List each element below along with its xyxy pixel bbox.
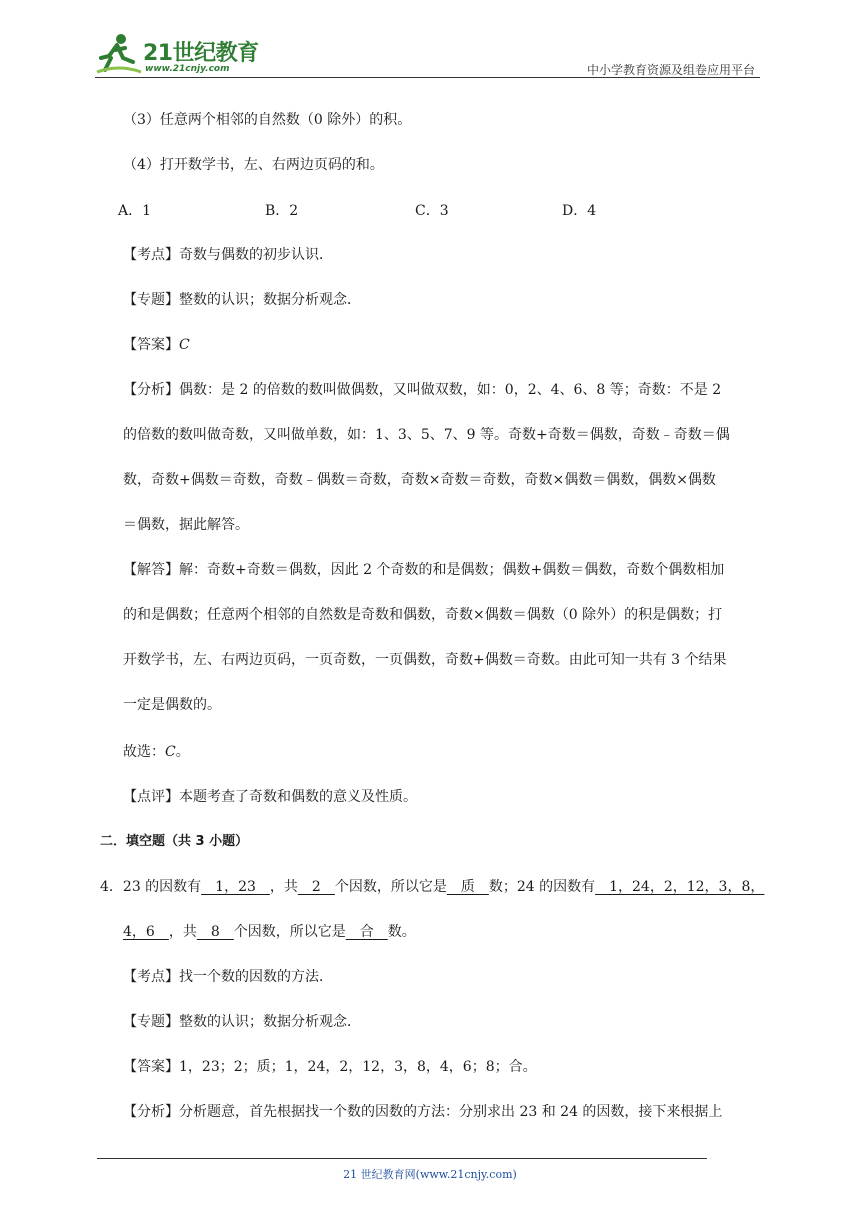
footer-text: 21 世纪教育网(www.21cnjy.com)	[343, 1168, 517, 1181]
answer-blank: 合	[345, 924, 388, 940]
q4-analysis: 【分析】分析题意，首先根据找一个数的因数的方法：分别求出 23 和 24 的因数，接下来根据上	[123, 1104, 723, 1120]
q3-zhuanti: 【专题】整数的认识；数据分析观念．	[123, 292, 361, 308]
choice-value: C	[165, 744, 176, 760]
q3-analysis-line: 数，奇数+偶数＝奇数，奇数﹣偶数＝奇数，奇数×奇数＝奇数，奇数×偶数＝偶数，偶数×偶数	[123, 472, 716, 488]
option-a: A．1	[118, 203, 152, 219]
q3-item-3: （3）任意两个相邻的自然数（0 除外）的积。	[123, 112, 412, 128]
answer-blank: 1，23	[201, 879, 270, 895]
q4-text: ，共	[269, 879, 298, 895]
answer-blank: 1，24，2，12，3，8，	[595, 879, 765, 895]
q3-item-4: （4）打开数学书，左、右两边页码的和。	[123, 157, 384, 173]
q4-kaodian: 【考点】找一个数的因数的方法．	[123, 969, 333, 985]
option-b: B．2	[265, 203, 299, 219]
q3-analysis-line: ＝偶数，据此解答。	[123, 517, 249, 533]
q4-line-1	[100, 877, 764, 897]
q4-text: 个因数，所以它是	[334, 879, 447, 895]
option-c: C．3	[415, 203, 449, 219]
answer-blank: 2	[297, 879, 335, 895]
q3-analysis-line: 的倍数的数叫做奇数，又叫做单数，如：1、3、5、7、9 等。奇数+奇数＝偶数，奇数﹣奇数＝偶	[123, 427, 730, 443]
q3-choice	[123, 742, 190, 762]
choice-suffix: 。	[175, 744, 190, 760]
answer-label: 【答案】	[123, 337, 179, 353]
logo-text: 21世纪教育	[143, 41, 259, 66]
q4-text: 数；24 的因数有	[488, 879, 596, 895]
q3-comment: 【点评】本题考查了奇数和偶数的意义及性质。	[123, 789, 417, 805]
q4-line-2	[123, 922, 416, 942]
header-divider	[95, 77, 760, 78]
answer-blank: 4，6	[123, 924, 169, 940]
q3-solution-line: 的和是偶数；任意两个相邻的自然数是奇数和偶数，奇数×偶数＝偶数（0 除外）的积是偶数；打	[123, 607, 723, 623]
answer-blank: 质	[446, 879, 489, 895]
answer-value: C	[179, 337, 190, 353]
logo	[95, 32, 260, 76]
choice-label: 故选：	[123, 744, 165, 760]
option-d: D．4	[562, 203, 597, 219]
section-title: 二．填空题（共 3 小题）	[100, 834, 249, 849]
q3-kaodian: 【考点】奇数与偶数的初步认识．	[123, 247, 333, 263]
q3-answer	[123, 335, 190, 355]
runner-logo-icon	[95, 32, 143, 76]
q3-analysis-line: 【分析】偶数：是 2 的倍数的数叫做偶数，又叫做双数，如：0，2、4、6、8 等；奇数：不是 2	[123, 382, 722, 398]
q4-zhuanti: 【专题】整数的认识；数据分析观念．	[123, 1014, 361, 1030]
q3-solution-line: 【解答】解：奇数+奇数＝偶数，因此 2 个奇数的和是偶数；偶数+偶数＝偶数，奇数个偶数相加	[123, 562, 725, 578]
q4-answer: 【答案】1，23；2；质；1，24，2，12，3，8，4，6；8；合。	[123, 1059, 537, 1075]
platform-name: 中小学教育资源及组卷应用平台	[586, 63, 755, 77]
q4-text: ，共	[168, 924, 197, 940]
logo-url: www.21cnjy.com	[145, 64, 230, 74]
q3-solution-line: 一定是偶数的。	[123, 697, 221, 713]
q4-text: 个因数，所以它是	[233, 924, 346, 940]
q4-text: 4．23 的因数有	[100, 879, 202, 895]
page-header	[95, 28, 760, 78]
answer-blank: 8	[196, 924, 234, 940]
q3-solution-line: 开数学书，左、右两边页码，一页奇数，一页偶数，奇数+偶数＝奇数。由此可知一共有 3 个结果	[123, 652, 727, 668]
q4-text: 数。	[387, 924, 416, 940]
footer-divider	[97, 1158, 707, 1159]
